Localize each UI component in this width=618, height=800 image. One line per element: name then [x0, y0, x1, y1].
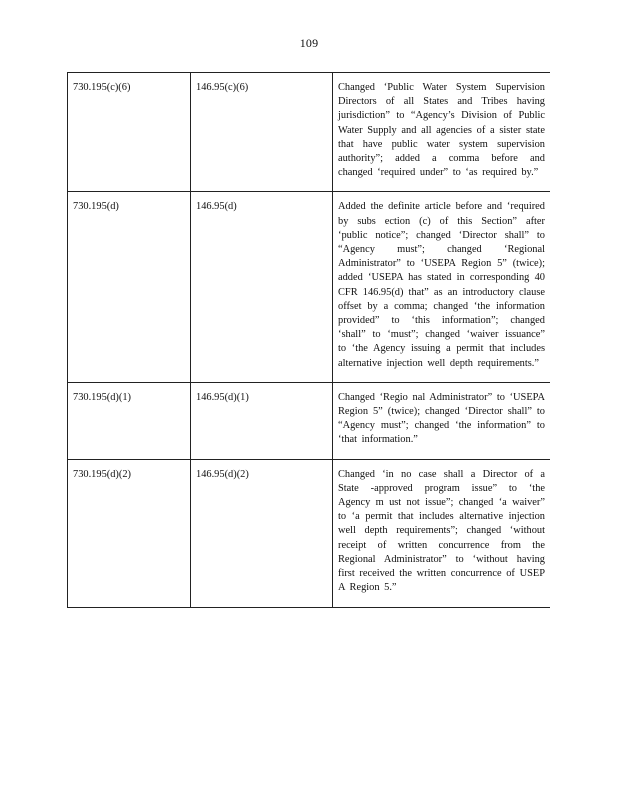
- amendments-table: [67, 72, 550, 608]
- section-cell: 730.195(d): [68, 192, 191, 382]
- description-cell: Changed ‘Public Water System Supervision Directors of all States and Tribes having jurisdiction” to “Agency’s Division of Public Water Supply and all agencies of a sister state that have public water system supervision authority”; added a comma before and changed ‘required under” to ‘as required by.”: [333, 73, 551, 192]
- description-cell: Changed ‘Regio nal Administrator” to ‘USEPA Region 5” (twice); changed ‘Director shall” to “Agency must”; changed ‘the information” to ‘that information.”: [333, 382, 551, 459]
- section-cell: 730.195(c)(6): [68, 73, 191, 192]
- table-row: [68, 73, 551, 192]
- description-cell: Changed ‘in no case shall a Director of a State -approved program issue” to ‘the Agency m ust not issue”; changed ‘a waiver” to ‘a permit that includes alternative injection well depth requirements”; changed ‘without receipt of written concurrence from the Regional Administrator” to ‘without having first received the written concurrence of USEP A Region 5.”: [333, 459, 551, 607]
- table-row: [68, 192, 551, 382]
- section-cell: 730.195(d)(1): [68, 382, 191, 459]
- section-cell: 730.195(d)(2): [68, 459, 191, 607]
- description-cell: Added the definite article before and ‘required by subs ection (c) of this Section” after ‘public notice”; changed ‘Director shall” to “Agency must”; changed ‘Regional Administrator” to ‘USEPA Region 5” (twice); added ‘USEPA has stated in corresponding 40 CFR 146.95(d) that” as an introductory clause offset by a comma; changed ‘the information provided” to ‘this information”; changed ‘shall” to ‘must”; changed ‘waiver issuance” to ‘the Agency issuing a permit that includes alternative injection well depth requirements.”: [333, 192, 551, 382]
- page-number: 109: [299, 36, 319, 50]
- table-row: [68, 459, 551, 607]
- table-row: [68, 382, 551, 459]
- federal-cell: 146.95(d): [191, 192, 333, 382]
- federal-cell: 146.95(d)(1): [191, 382, 333, 459]
- federal-cell: 146.95(c)(6): [191, 73, 333, 192]
- federal-cell: 146.95(d)(2): [191, 459, 333, 607]
